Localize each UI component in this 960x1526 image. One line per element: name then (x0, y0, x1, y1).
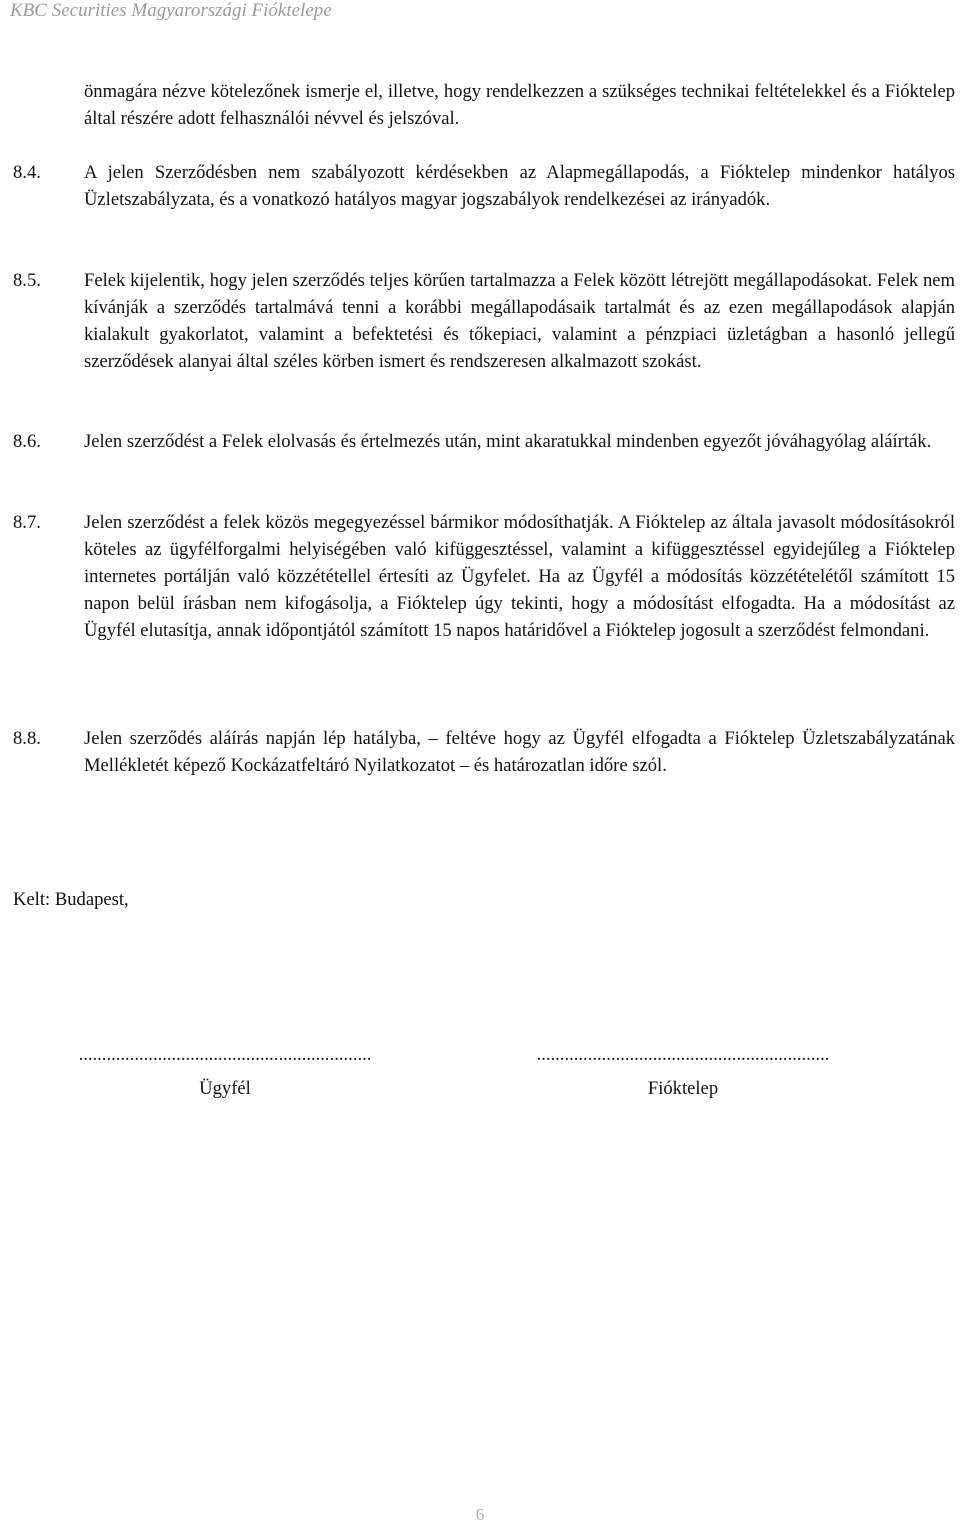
signature-line: ............................................................... (536, 1045, 830, 1065)
signature-label: Ügyfél (199, 1078, 251, 1099)
place-and-date: Kelt: Budapest, (13, 889, 129, 910)
section-text: Felek kijelentik, hogy jelen szerződés teljes körűen tartalmazza a Felek között létrejött megállapodásokat. Felek nem kívánják a szerződés tartalmává tenni a korábbi megállapodásaik tartalmát és az ezen megállapodások alapján kialakult gyakorlatot, valamint a befektetési és tőkepiaci, valamint a pénzpiaci üzletágban a hasonló jellegű szerződések alanyai által széles körben ismert és rendszeresen alkalmazott szokást. (84, 270, 955, 372)
document-header: KBC Securities Magyarországi Fióktelepe (10, 0, 332, 21)
intro-continuation-paragraph: önmagára nézve kötelezőnek ismerje el, illetve, hogy rendelkezzen a szükséges technikai feltételekkel és a Fióktelep által részére adott felhasználói névvel és jelszóval. (84, 81, 955, 129)
signature-branch (533, 1045, 833, 1102)
signature-client (75, 1045, 375, 1102)
section-number: 8.7. (13, 512, 41, 533)
section-text: A jelen Szerződésben nem szabályozott kérdésekben az Alapmegállapodás, a Fióktelep mindenkor hatályos Üzletszabályzata, és a vonatkozó hatályos magyar jogszabályok rendelkezései az irányadók. (84, 162, 955, 210)
section-text: Jelen szerződést a Felek elolvasás és értelmezés után, mint akaratukkal mindenben egyezőt jóváhagyólag aláírták. (84, 431, 932, 452)
section-number: 8.5. (13, 270, 41, 291)
page-number: 6 (475, 1505, 485, 1524)
section-number: 8.4. (13, 162, 41, 183)
section-text: Jelen szerződést a felek közös megegyezéssel bármikor módosíthatják. A Fióktelep az általa javasolt módosításokról köteles az ügyfélforgalmi helyiségében való kifüggesztéssel, valamint a kifüggesztéssel egyidejűleg a Fióktelep internetes portálján való közzététellel értesíti az Ügyfelet. Ha az Ügyfél a módosítás közzétételétől számított 15 napon belül írásban nem kifogásolja, a Fióktelep úgy tekinti, hogy a módosítást elfogadta. Ha a módosítást az Ügyfél elutasítja, annak időpontjától számított 15 napos határidővel a Fióktelep jogosult a szerződést felmondani. (84, 512, 955, 641)
signature-label: Fióktelep (647, 1078, 719, 1099)
signature-line: ............................................................... (78, 1045, 372, 1065)
section-number: 8.6. (13, 431, 41, 452)
section-number: 8.8. (13, 728, 41, 749)
section-text: Jelen szerződés aláírás napján lép hatályba, – feltéve hogy az Ügyfél elfogadta a Fióktelep Üzletszabályzatának Mellékletét képező Kockázatfeltáró Nyilatkozatot – és határozatlan időre szól. (84, 728, 955, 776)
